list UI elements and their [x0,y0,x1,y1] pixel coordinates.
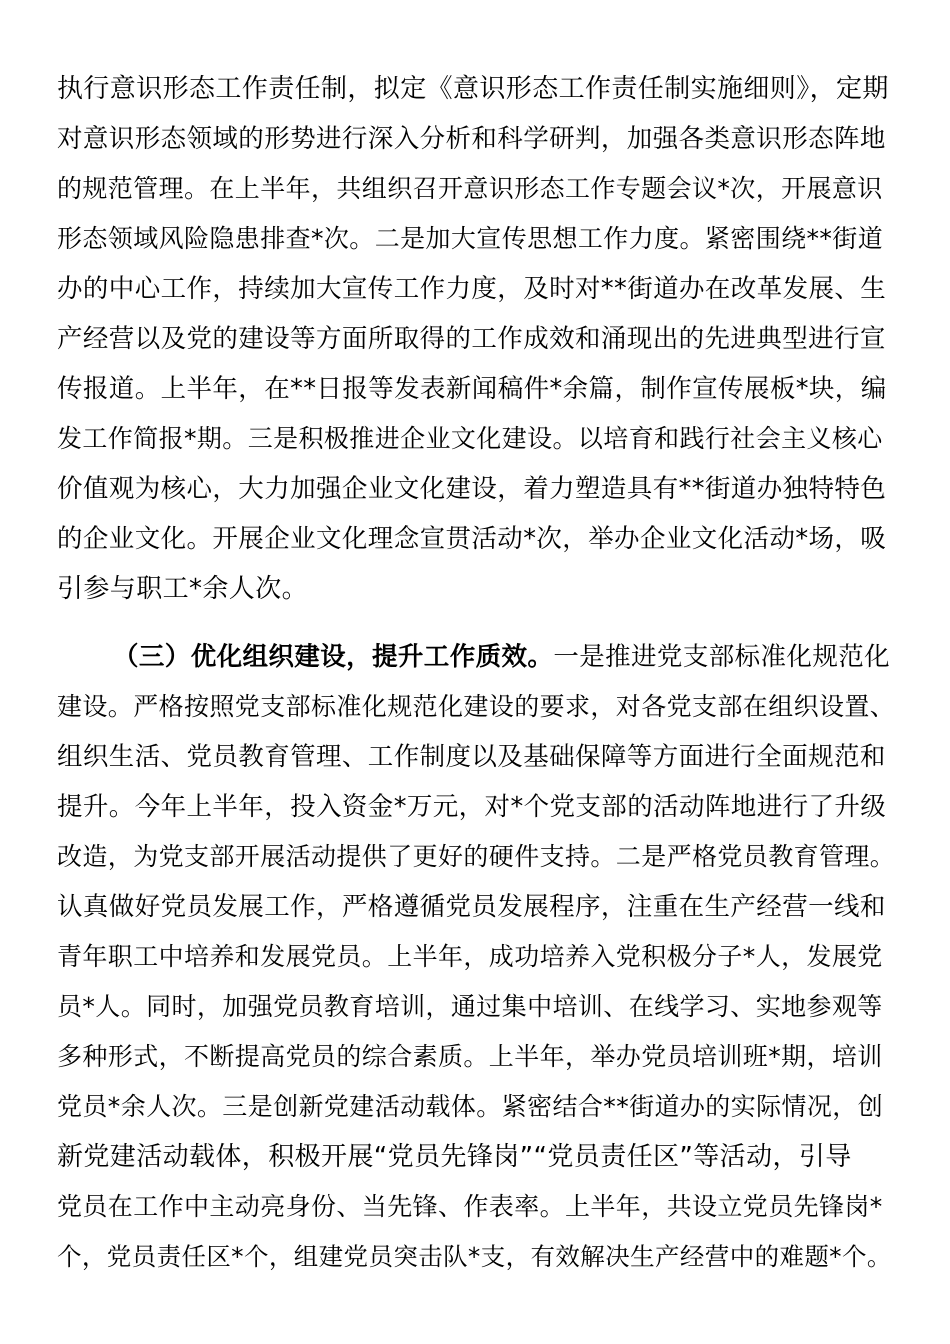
text-line: 新党建活动载体，积极开展“党员先锋岗”“党员责任区”等活动，引导 [57,1142,852,1172]
text-line: 组织生活、党员教育管理、工作制度以及基础保障等方面进行全面规范和 [57,742,886,772]
text-line: 提升。今年上半年，投入资金*万元，对*个党支部的活动阵地进行了升级 [57,792,887,822]
text-line: 认真做好党员发展工作，严格遵循党员发展程序，注重在生产经营一线和 [57,892,886,922]
text-line: 个，党员责任区*个，组建党员突击队*支，有效解决生产经营中的难题*个。 [57,1242,892,1271]
document-body [57,64,897,1282]
text-line: 执行意识形态工作责任制，拟定《意识形态工作责任制实施细则》，定期 [57,74,889,104]
heading-line-text: 一是推进党支部标准化规范化 [553,642,891,672]
section-heading: （三）优化组织建设，提升工作质效。 [113,642,554,672]
text-line: 多种形式，不断提高党员的综合素质。上半年，举办党员培训班*期，培训 [57,1042,883,1071]
section-heading-line [57,632,897,682]
text-line: 形态领域风险隐患排查*次。二是加大宣传思想工作力度。紧密围绕**街道 [57,224,884,253]
text-line: 党员*余人次。三是创新党建活动载体。紧密结合**街道办的实际情况，创 [57,1092,884,1121]
text-line: 传报道。上半年，在**日报等发表新闻稿件*余篇，制作宣传展板*块，编 [57,374,887,404]
text-line: 价值观为核心，大力加强企业文化建设，着力塑造具有**街道办独特特色 [57,474,887,504]
paragraph-organization-building [57,632,897,1282]
text-line: 发工作简报*期。三是积极推进企业文化建设。以培育和践行社会主义核心 [57,424,883,453]
text-line: 党员在工作中主动亮身份、当先锋、作表率。上半年，共设立党员先锋岗* [57,1192,883,1221]
text-line: 对意识形态领域的形势进行深入分析和科学研判，加强各类意识形态阵地 [57,124,886,154]
paragraph-spacer [57,614,897,632]
text-line: 员*人。同时，加强党员教育培训，通过集中培训、在线学习、实地参观等 [57,992,883,1021]
text-line: 建设。严格按照党支部标准化规范化建设的要求，对各党支部在组织设置、 [57,692,896,721]
text-line: 的规范管理。在上半年，共组织召开意识形态工作专题会议*次，开展意识 [57,174,883,203]
text-line: 引参与职工*余人次。 [57,574,309,604]
text-line: 办的中心工作，持续加大宣传工作力度，及时对**街道办在改革发展、生 [57,274,887,304]
text-line: 的企业文化。开展企业文化理念宣贯活动*次，举办企业文化活动*场，吸 [57,524,887,554]
text-line: 青年职工中培养和发展党员。上半年，成功培养入党积极分子*人，发展党 [57,942,883,971]
paragraph-ideology-propaganda-culture [57,64,897,614]
text-line: 产经营以及党的建设等方面所取得的工作成效和涌现出的先进典型进行宣 [57,324,886,354]
text-line: 改造，为党支部开展活动提供了更好的硬件支持。二是严格党员教育管理。 [57,842,896,871]
